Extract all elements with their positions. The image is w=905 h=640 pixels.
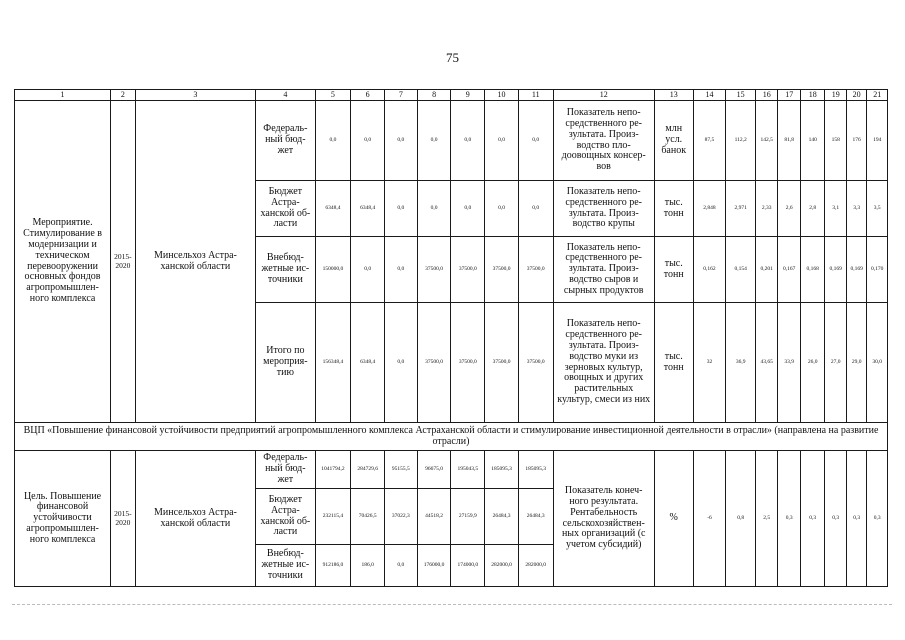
value-cell: 194 [867, 101, 888, 181]
page-number: 75 [446, 50, 459, 65]
funding-source: Итого по мероприя-тию [256, 303, 315, 423]
value-cell: 29,0 [846, 303, 866, 423]
value-cell: 0,3 [778, 451, 800, 587]
value-cell: 2,848 [693, 181, 726, 237]
column-number: 8 [417, 90, 451, 101]
program-table [14, 89, 888, 587]
executor: Минсельхоз Астра-ханской области [135, 101, 256, 423]
value-cell: 0,201 [755, 237, 777, 303]
column-number: 1 [15, 90, 111, 101]
column-number: 21 [867, 90, 888, 101]
amount-cell: 232115,4 [315, 489, 351, 545]
value-cell: 2,6 [778, 181, 800, 237]
value-cell: 33,9 [778, 303, 800, 423]
column-number: 3 [135, 90, 256, 101]
value-cell: 3,1 [825, 181, 846, 237]
amount-cell: 37022,3 [385, 489, 418, 545]
column-number: 17 [778, 90, 800, 101]
value-cell: 112,2 [726, 101, 756, 181]
value-cell: 140 [800, 101, 825, 181]
amount-cell: 150000,0 [315, 237, 351, 303]
column-number: 14 [693, 90, 726, 101]
value-cell: 0,169 [846, 237, 866, 303]
amount-cell: 0,0 [385, 101, 418, 181]
table-row [15, 451, 888, 489]
executor: Минсельхоз Астра-ханской области [135, 451, 256, 587]
amount-cell: 26484,3 [518, 489, 553, 545]
value-cell: 0,3 [825, 451, 846, 587]
value-cell: 2,33 [755, 181, 777, 237]
period: 2015-2020 [111, 451, 136, 587]
unit: тыс. тонн [654, 303, 693, 423]
value-cell: 0,3 [867, 451, 888, 587]
column-number: 19 [825, 90, 846, 101]
funding-source: Внебюд-жетные ис-точники [256, 545, 315, 587]
amount-cell: 0,0 [351, 101, 385, 181]
indicator-name: Показатель непо-средственного ре-зультата. Произ-водство крупы [553, 181, 654, 237]
amount-cell: 27159,9 [451, 489, 485, 545]
amount-cell: 0,0 [417, 181, 451, 237]
amount-cell: 6348,4 [351, 303, 385, 423]
value-cell: 0,8 [726, 451, 756, 587]
value-cell: 36,9 [726, 303, 756, 423]
amount-cell: 0,0 [385, 545, 418, 587]
amount-cell: 37500,0 [451, 303, 485, 423]
amount-cell: 0,0 [417, 101, 451, 181]
column-number: 20 [846, 90, 866, 101]
value-cell: 3,3 [846, 181, 866, 237]
column-number: 12 [553, 90, 654, 101]
amount-cell: 912186,0 [315, 545, 351, 587]
value-cell: -6 [693, 451, 726, 587]
amount-cell: 6348,4 [351, 181, 385, 237]
value-cell: 2,8 [800, 181, 825, 237]
value-cell: 32 [693, 303, 726, 423]
value-cell: 30,0 [867, 303, 888, 423]
amount-cell: 1041794,2 [315, 451, 351, 489]
column-number: 11 [518, 90, 553, 101]
column-number: 2 [111, 90, 136, 101]
value-cell: 0,3 [800, 451, 825, 587]
amount-cell: 0,0 [485, 181, 519, 237]
amount-cell: 95155,5 [385, 451, 418, 489]
value-cell: 43,65 [755, 303, 777, 423]
value-cell: 0,168 [800, 237, 825, 303]
column-number: 7 [385, 90, 418, 101]
value-cell: 27,0 [825, 303, 846, 423]
amount-cell: 0,0 [518, 181, 553, 237]
value-cell: 81,8 [778, 101, 800, 181]
amount-cell: 282000,0 [518, 545, 553, 587]
amount-cell: 37500,0 [417, 303, 451, 423]
column-number: 9 [451, 90, 485, 101]
funding-source: Федераль-ный бюд-жет [256, 451, 315, 489]
amount-cell: 0,0 [385, 181, 418, 237]
amount-cell: 186,0 [351, 545, 385, 587]
value-cell: 87,5 [693, 101, 726, 181]
section-title-row [15, 423, 888, 451]
activity-name: Мероприятие. Стимулирование в модернизации и техническом перевооружении основных фондов агропромышлен-ного комплекса [15, 101, 111, 423]
amount-cell: 44518,2 [417, 489, 451, 545]
amount-cell: 0,0 [518, 101, 553, 181]
column-number: 13 [654, 90, 693, 101]
amount-cell: 185095,3 [518, 451, 553, 489]
amount-cell: 0,0 [315, 101, 351, 181]
indicator-name: Показатель конеч-ного результата. Рентабельность сельскохозяйствен-ных организаций (с учетом субсидий) [553, 451, 654, 587]
funding-source: Бюджет Астра-ханской об-ласти [256, 489, 315, 545]
value-cell: 2,971 [726, 181, 756, 237]
amount-cell: 0,0 [451, 101, 485, 181]
amount-cell: 37500,0 [485, 303, 519, 423]
value-cell: 0,167 [778, 237, 800, 303]
funding-source: Федераль-ный бюд-жет [256, 101, 315, 181]
indicator-name: Показатель непо-средственного ре-зультата. Произ-водство муки из зерновых культур, овощных и других растительных культур, смеси из них [553, 303, 654, 423]
amount-cell: 37500,0 [518, 237, 553, 303]
column-number: 4 [256, 90, 315, 101]
goal-name: Цель. Повышение финансовой устойчивости агропромышлен-ного комплекса [15, 451, 111, 587]
indicator-name: Показатель непо-средственного ре-зультата. Произ-водство пло-доовощных консер-вов [553, 101, 654, 181]
amount-cell: 282000,0 [485, 545, 519, 587]
column-number: 18 [800, 90, 825, 101]
column-number: 5 [315, 90, 351, 101]
value-cell: 158 [825, 101, 846, 181]
amount-cell: 156348,4 [315, 303, 351, 423]
amount-cell: 37500,0 [485, 237, 519, 303]
amount-cell: 0,0 [385, 237, 418, 303]
amount-cell: 6348,4 [315, 181, 351, 237]
amount-cell: 0,0 [451, 181, 485, 237]
period: 2015-2020 [111, 101, 136, 423]
value-cell: 0,154 [726, 237, 756, 303]
amount-cell: 195043,5 [451, 451, 485, 489]
amount-cell: 37500,0 [417, 237, 451, 303]
unit: % [654, 451, 693, 587]
value-cell: 142,5 [755, 101, 777, 181]
column-number: 10 [485, 90, 519, 101]
value-cell: 0,170 [867, 237, 888, 303]
amount-cell: 284729,6 [351, 451, 385, 489]
unit: тыс. тонн [654, 181, 693, 237]
amount-cell: 70426,5 [351, 489, 385, 545]
indicator-name: Показатель непо-средственного ре-зультата. Произ-водство сыров и сырных продуктов [553, 237, 654, 303]
section-title: ВЦП «Повышение финансовой устойчивости предприятий агропромышленного комплекса Астраханской области и стимулирование инвестиционной деятельности в отрасли» (направлена на развитие отрасли) [15, 423, 888, 451]
amount-cell: 0,0 [385, 303, 418, 423]
amount-cell: 0,0 [351, 237, 385, 303]
amount-cell: 174000,0 [451, 545, 485, 587]
table-row [15, 101, 888, 181]
value-cell: 0,162 [693, 237, 726, 303]
column-numbers-row [15, 90, 888, 101]
amount-cell: 37500,0 [451, 237, 485, 303]
amount-cell: 0,0 [485, 101, 519, 181]
value-cell: 26,0 [800, 303, 825, 423]
column-number: 15 [726, 90, 756, 101]
unit: млн усл. банок [654, 101, 693, 181]
amount-cell: 185095,3 [485, 451, 519, 489]
value-cell: 0,169 [825, 237, 846, 303]
value-cell: 3,5 [867, 181, 888, 237]
amount-cell: 37500,0 [518, 303, 553, 423]
amount-cell: 176000,0 [417, 545, 451, 587]
value-cell: 2,5 [755, 451, 777, 587]
amount-cell: 26484,3 [485, 489, 519, 545]
column-number: 16 [755, 90, 777, 101]
value-cell: 176 [846, 101, 866, 181]
column-number: 6 [351, 90, 385, 101]
value-cell: 0,3 [846, 451, 866, 587]
page-divider [12, 604, 892, 605]
amount-cell: 96675,0 [417, 451, 451, 489]
funding-source: Внебюд-жетные ис-точники [256, 237, 315, 303]
unit: тыс. тонн [654, 237, 693, 303]
funding-source: Бюджет Астра-ханской об-ласти [256, 181, 315, 237]
